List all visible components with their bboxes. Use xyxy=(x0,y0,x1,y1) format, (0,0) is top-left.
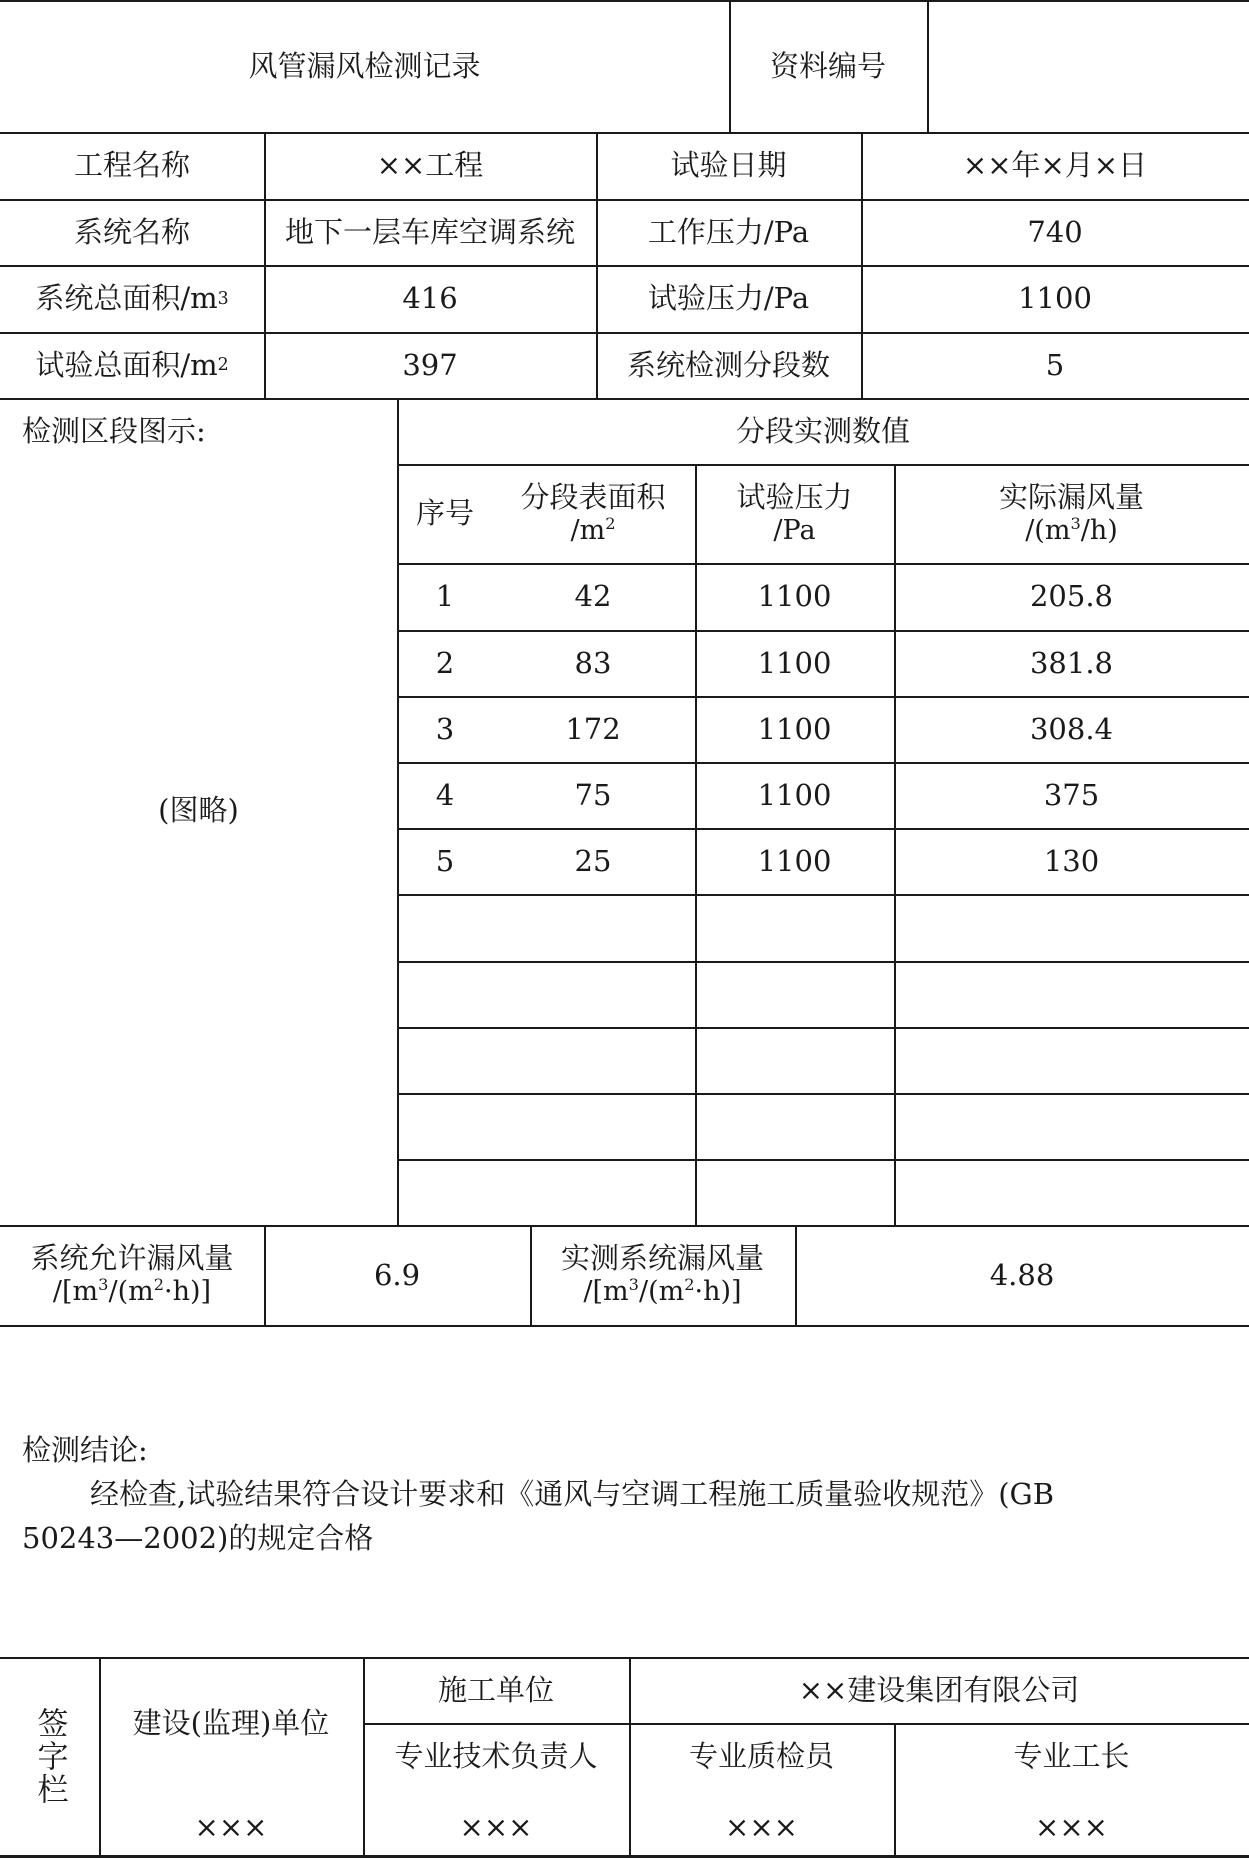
row-leak[interactable]: 308.4 xyxy=(1029,711,1114,746)
total-area-value[interactable]: 416 xyxy=(402,281,458,316)
row-no: 2 xyxy=(435,645,455,680)
row-pressure[interactable]: 1100 xyxy=(757,645,832,680)
owner-label: 建设(监理)单位 xyxy=(132,1705,330,1740)
rule xyxy=(397,894,1249,896)
foreman-sign[interactable]: ××× xyxy=(1035,1810,1108,1845)
project-name-value[interactable]: ××工程 xyxy=(376,148,484,183)
diagram-label: 检测区段图示: xyxy=(22,413,206,448)
allowed-leak-value[interactable]: 6.9 xyxy=(373,1257,421,1292)
test-area-label: 试验总面积/m 2 xyxy=(35,347,229,382)
rule xyxy=(397,1027,1249,1029)
row-area[interactable]: 42 xyxy=(574,579,612,614)
measured-leak-unit: $/[m^3/(m^2\cdot h)]$ xyxy=(583,1275,742,1308)
qc-sign[interactable]: ××× xyxy=(725,1810,798,1845)
row-leak[interactable]: 205.8 xyxy=(1029,579,1114,614)
conclusion-text-line2: 50243—2002)的规定合格 xyxy=(22,1521,374,1555)
test-pressure-value[interactable]: 1100 xyxy=(1018,281,1092,316)
rule xyxy=(0,1325,1249,1327)
row-leak[interactable]: 381.8 xyxy=(1029,645,1114,680)
col-area-line2: $/m^2$ xyxy=(570,513,616,546)
diagram-placeholder: (图略) xyxy=(158,792,239,827)
col-area-header xyxy=(491,464,695,563)
col-area-line1: 分段表面积 xyxy=(520,479,666,514)
rule xyxy=(397,1093,1249,1095)
segments-title: 分段实测数值 xyxy=(735,413,910,448)
work-pressure-label: 工作压力/Pa xyxy=(647,214,810,249)
form-title: 风管漏风检测记录 xyxy=(248,48,481,83)
row-no: 3 xyxy=(435,711,455,746)
signature-section-label xyxy=(0,1657,99,1855)
test-date-label: 试验日期 xyxy=(670,148,787,183)
total-area-label-text: 系统总面积/m xyxy=(35,281,218,316)
col-leak-header xyxy=(894,464,1249,563)
row-no: 4 xyxy=(435,777,455,812)
segments-label: 系统检测分段数 xyxy=(626,347,830,382)
col-pressure-header xyxy=(695,464,894,563)
system-name-value[interactable]: 地下一层车库空调系统 xyxy=(284,214,575,249)
qc-label: 专业质检员 xyxy=(688,1738,834,1773)
test-date-value[interactable]: ××年×月×日 xyxy=(962,148,1148,183)
contractor-name[interactable]: ××建设集团有限公司 xyxy=(798,1672,1080,1707)
measured-leak-line1: 实测系统漏风量 xyxy=(560,1241,764,1276)
col-no-header: 序号 xyxy=(415,496,474,531)
work-pressure-value[interactable]: 740 xyxy=(1027,214,1083,249)
rule xyxy=(0,1855,1249,1858)
row-pressure[interactable]: 1100 xyxy=(757,843,832,878)
test-area-value[interactable]: 397 xyxy=(402,347,458,382)
measured-leak-label xyxy=(530,1225,795,1325)
row-leak[interactable]: 130 xyxy=(1043,843,1100,878)
row-pressure[interactable]: 1100 xyxy=(757,711,832,746)
col-pressure-line1: 试验压力 xyxy=(736,479,853,514)
tech-lead-label: 专业技术负责人 xyxy=(394,1738,598,1773)
signature-section-text: 签字栏 xyxy=(31,1706,68,1806)
col-leak-line1: 实际漏风量 xyxy=(998,479,1144,514)
test-pressure-label: 试验压力/Pa xyxy=(647,281,810,316)
row-no: 1 xyxy=(435,579,455,614)
rule xyxy=(397,1159,1249,1161)
project-name-label: 工程名称 xyxy=(73,148,190,183)
col-leak-line2: $/(m^3/h)$ xyxy=(1025,513,1118,546)
row-leak[interactable]: 375 xyxy=(1043,777,1100,812)
row-no: 5 xyxy=(435,843,455,878)
col-pressure-line2: /Pa xyxy=(773,514,816,546)
tech-lead-sign[interactable]: ××× xyxy=(459,1810,533,1845)
owner-sign[interactable]: ××× xyxy=(194,1810,268,1845)
test-area-label-text: 试验总面积/m xyxy=(35,347,218,382)
doc-no-label: 资料编号 xyxy=(769,48,886,83)
row-area[interactable]: 172 xyxy=(565,711,621,746)
allowed-leak-unit: $/[m^3/(m^2\cdot h)]$ xyxy=(52,1275,212,1308)
allowed-leak-line1: 系统允许漏风量 xyxy=(30,1241,234,1276)
measured-leak-value[interactable]: 4.88 xyxy=(989,1257,1055,1292)
row-area[interactable]: 25 xyxy=(574,843,612,878)
row-pressure[interactable]: 1100 xyxy=(757,579,832,614)
segments-value[interactable]: 5 xyxy=(1045,347,1065,382)
foreman-label: 专业工长 xyxy=(1013,1738,1130,1773)
total-area-label: 系统总面积/m 3 xyxy=(35,281,229,316)
row-pressure[interactable]: 1100 xyxy=(757,777,832,812)
conclusion-text-line1: 经检查,试验结果符合设计要求和《通风与空调工程施工质量验收规范》(GB xyxy=(90,1477,1055,1511)
rule xyxy=(397,961,1249,963)
system-name-label: 系统名称 xyxy=(73,214,190,249)
row-area[interactable]: 83 xyxy=(574,645,612,680)
contractor-label: 施工单位 xyxy=(437,1672,554,1707)
doc-no-value[interactable] xyxy=(927,0,1249,132)
allowed-leak-label xyxy=(0,1225,264,1325)
conclusion-label: 检测结论: xyxy=(22,1433,148,1467)
row-area[interactable]: 75 xyxy=(574,777,612,812)
